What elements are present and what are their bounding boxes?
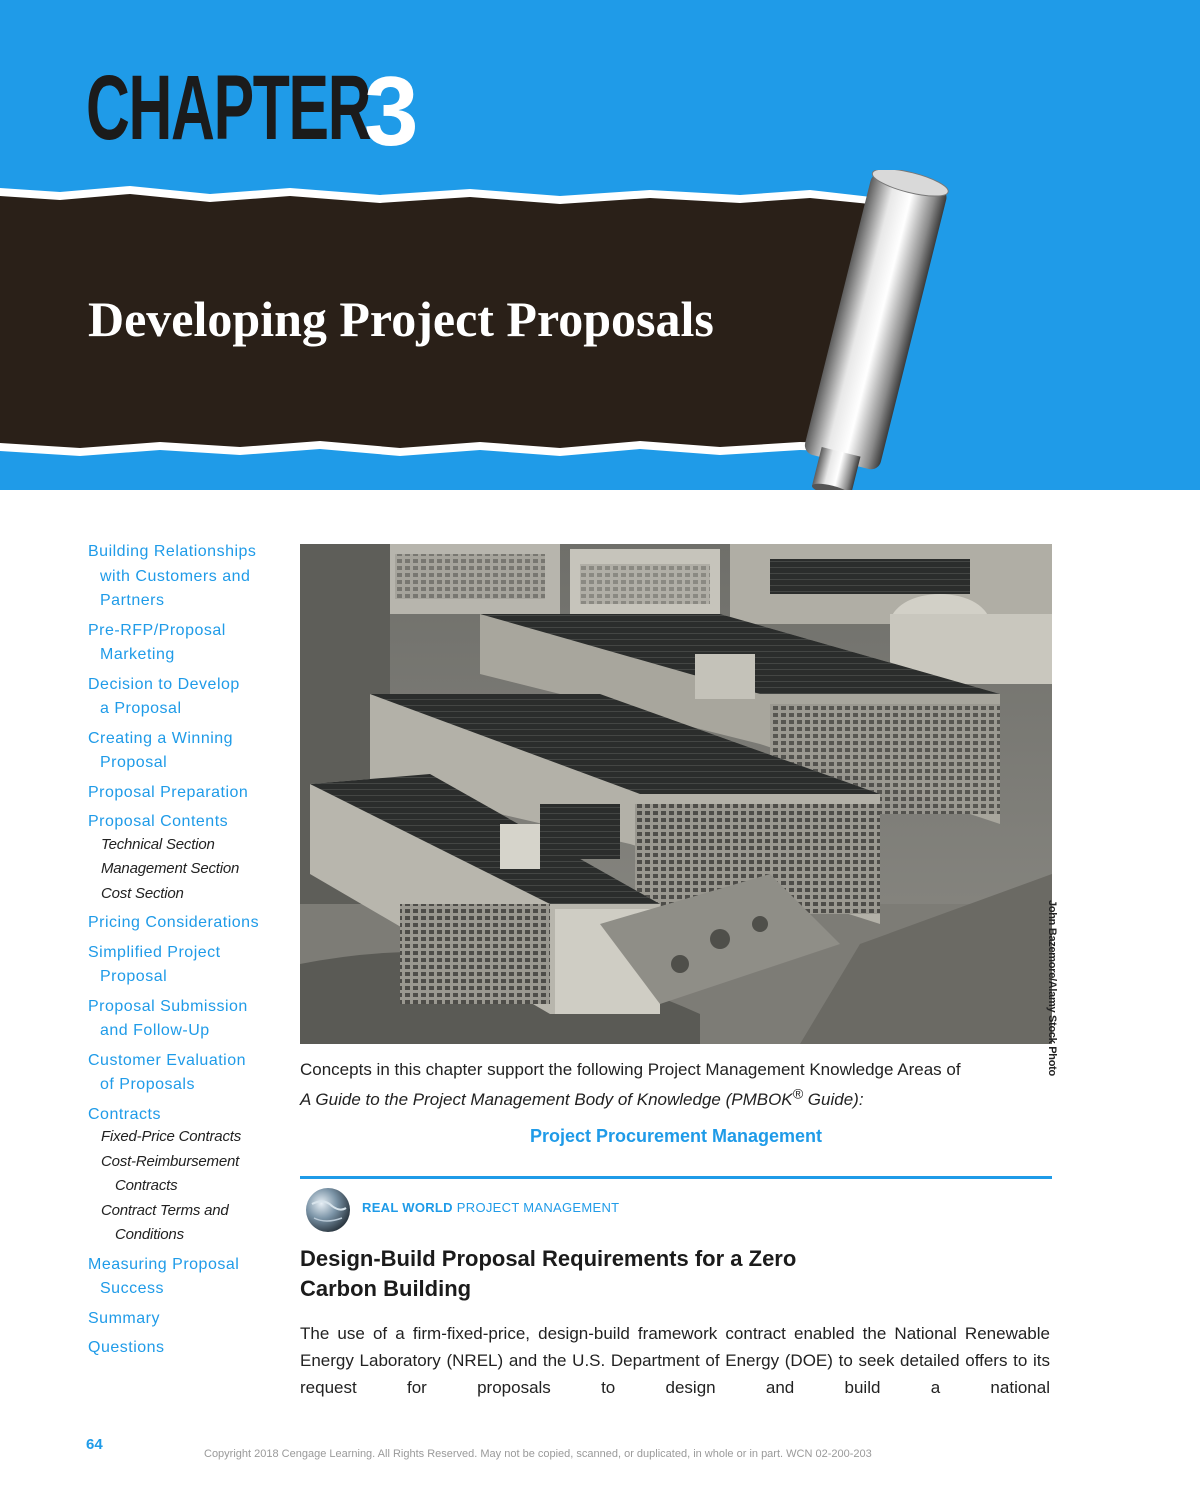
toc-link[interactable]: [88, 673, 278, 722]
toc-sublink-text: Contracts: [115, 1177, 178, 1194]
toc-sublink[interactable]: [88, 1125, 278, 1150]
pmbok-guide-suffix: Guide):: [803, 1089, 864, 1109]
toc-sublink-text: Cost-Reimbursement: [101, 1152, 240, 1170]
intro-lead: Concepts in this chapter support the following Project Management Knowledge Areas of: [300, 1060, 961, 1079]
toc-link[interactable]: [88, 540, 278, 614]
chapter-number: 3: [364, 56, 419, 166]
toc-link[interactable]: [88, 810, 278, 835]
toc-link[interactable]: [88, 1307, 278, 1332]
toc-link[interactable]: [88, 1103, 278, 1128]
toc-sublink-text: Technical Section: [101, 835, 215, 853]
toc-item: [88, 727, 278, 776]
toc-link[interactable]: [88, 995, 278, 1044]
chapter-title: Developing Project Proposals: [88, 291, 714, 347]
toc-link-text: Customer Evaluation: [88, 1051, 247, 1069]
toc-sublink-text: Management Section: [101, 860, 240, 877]
toc-link-text: Marketing: [100, 646, 175, 663]
toc-item: [88, 1049, 278, 1098]
toc-sublink-text: Conditions: [115, 1226, 184, 1243]
article-title: [300, 1244, 1052, 1304]
toc-link[interactable]: [88, 1049, 278, 1098]
copyright-notice: Copyright 2018 Cengage Learning. All Rights Reserved. May not be copied, scanned, or duplicated, in whole or in part. WCN 02-200-203: [204, 1448, 872, 1460]
chapter-outline: [88, 540, 278, 1366]
toc-sublink-text: Contract Terms and: [101, 1201, 229, 1219]
toc-item: [88, 995, 278, 1044]
toc-link-text: Creating a Winning: [88, 729, 234, 747]
toc-sublink[interactable]: [88, 1150, 278, 1199]
photo-credit: John Bazemore/Alamy Stock Photo: [1046, 900, 1058, 1076]
toc-item: [88, 540, 278, 614]
toc-link-text: Summary: [88, 1309, 160, 1327]
toc-link[interactable]: [88, 1336, 278, 1361]
chapter-header: [0, 0, 1200, 490]
page-number: 64: [86, 1436, 103, 1453]
toc-item: [88, 673, 278, 722]
chapter-label: CHAPTER: [86, 57, 371, 159]
toc-sublink[interactable]: [88, 1199, 278, 1248]
real-world-label: [362, 1200, 619, 1215]
toc-link-text: Simplified Project: [88, 943, 221, 961]
toc-sublink[interactable]: [88, 857, 278, 882]
toc-link-text: Decision to Develop: [88, 675, 240, 693]
toc-link-text: Proposal: [100, 754, 168, 771]
toc-item: [88, 941, 278, 990]
toc-sublink[interactable]: [88, 882, 278, 907]
toc-subitem-list: [88, 1125, 278, 1248]
toc-link-text: Success: [100, 1280, 164, 1297]
toc-link-text: Building Relationships: [88, 543, 257, 560]
toc-link-text: Pricing Considerations: [88, 914, 260, 931]
toc-link-text: with Customers and: [100, 567, 251, 585]
toc-item: [88, 1103, 278, 1248]
toc-sublink-text: Fixed-Price Contracts: [101, 1128, 242, 1145]
toc-item: [88, 810, 278, 906]
section-divider: [300, 1176, 1052, 1179]
article-title-line2: Carbon Building: [300, 1276, 472, 1301]
toc-link[interactable]: [88, 619, 278, 668]
toc-link[interactable]: [88, 941, 278, 990]
toc-link-text: Measuring Proposal: [88, 1255, 240, 1273]
toc-link[interactable]: [88, 727, 278, 776]
toc-link-text: Proposal Contents: [88, 813, 229, 830]
toc-link-text: Proposal Preparation: [88, 783, 249, 801]
toc-item: [88, 619, 278, 668]
toc-link[interactable]: [88, 1253, 278, 1302]
toc-item: [88, 1253, 278, 1302]
article-title-line1: Design-Build Proposal Requirements for a Zero: [300, 1246, 797, 1271]
intro-paragraph: [300, 1057, 1052, 1112]
toc-link-text: Proposal Submission: [88, 997, 248, 1015]
toc-sublink[interactable]: [88, 833, 278, 858]
rolled-paper-graphic: [790, 170, 990, 490]
knowledge-area: Project Procurement Management: [529, 1126, 823, 1146]
toc-subitem-list: [88, 833, 278, 907]
toc-link-text: a Proposal: [100, 700, 182, 717]
toc-sublink-text: Cost Section: [101, 884, 184, 902]
toc-link-text: of Proposals: [100, 1076, 195, 1093]
article-body: The use of a firm-fixed-price, design-build framework contract enabled the National Renewable Energy Laboratory (NREL) and the U.S. Department of Energy (DOE) to seek detailed offers to its request for proposals to design and build a national: [300, 1324, 1050, 1397]
toc-link-text: Contracts: [88, 1105, 161, 1123]
toc-link-text: Partners: [100, 592, 165, 609]
real-world-label-bold: REAL WORLD: [362, 1200, 453, 1215]
toc-link[interactable]: [88, 781, 278, 806]
toc-link-text: Questions: [88, 1339, 165, 1356]
toc-link-text: Proposal: [100, 968, 168, 985]
registered-mark: ®: [792, 1086, 804, 1102]
globe-icon: [302, 1184, 354, 1236]
toc-link[interactable]: [88, 911, 278, 936]
aerial-building-photo: [300, 544, 1052, 1044]
toc-item: [88, 781, 278, 806]
real-world-label-rest: PROJECT MANAGEMENT: [452, 1200, 620, 1215]
pmbok-guide-title: A Guide to the Project Management Body of Knowledge (PMBOK: [300, 1089, 793, 1109]
toc-item: [88, 911, 278, 936]
toc-item: [88, 1307, 278, 1332]
toc-link-text: Pre-RFP/Proposal: [88, 621, 226, 639]
toc-item: [88, 1336, 278, 1361]
toc-link-text: and Follow-Up: [100, 1022, 210, 1039]
